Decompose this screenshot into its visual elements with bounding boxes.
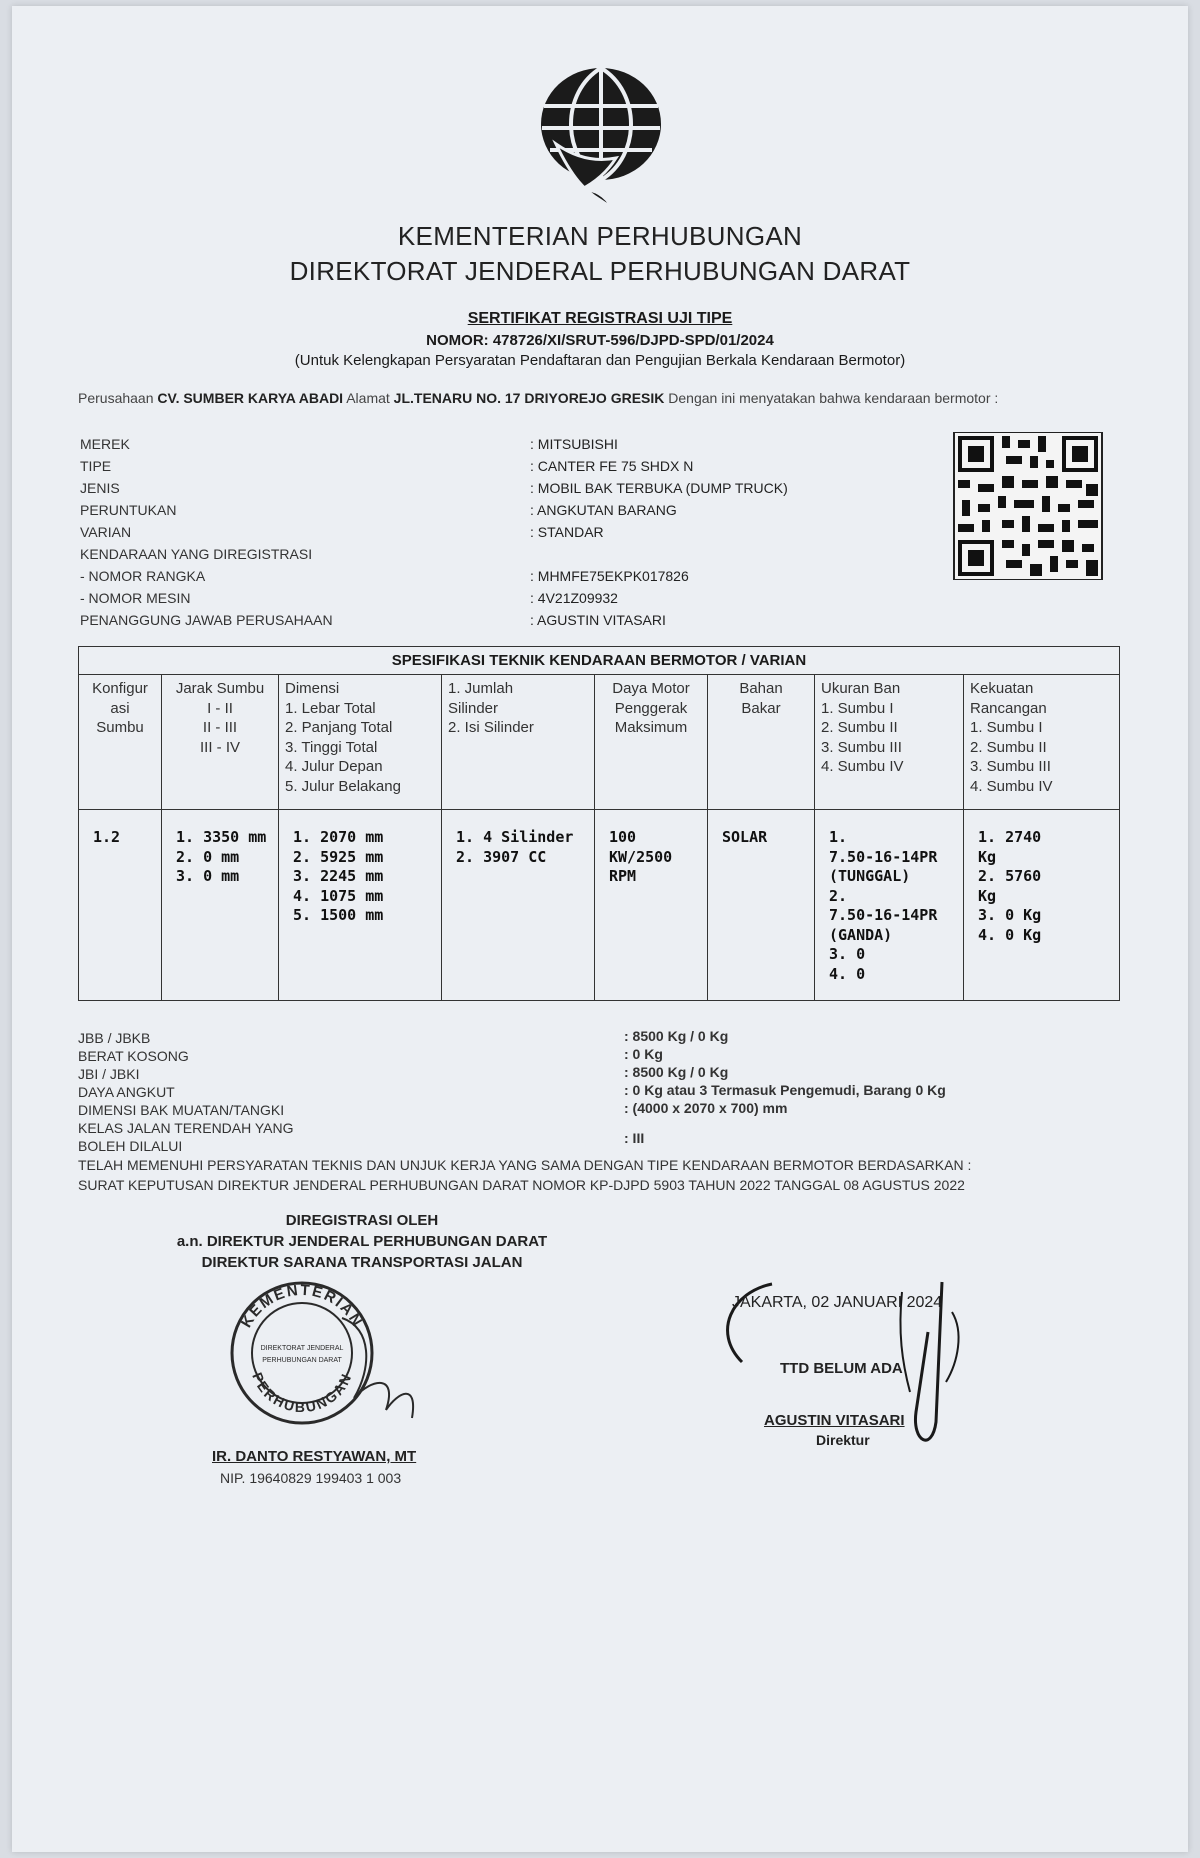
certificate-page <box>12 6 1188 1852</box>
on-behalf-of: a.n. DIREKTUR JENDERAL PERHUBUNGAN DARAT <box>176 1233 548 1250</box>
weight-value: : III <box>624 1130 645 1146</box>
director-title: DIREKTUR SARANA TRANSPORTASI JALAN <box>201 1254 523 1271</box>
field-value: : AGUSTIN VITASARI <box>530 612 666 628</box>
value-cell: 1. 2740 Kg 2. 5760 Kg 3. 0 Kg 4. 0 Kg <box>964 810 1120 1001</box>
ministry-title: KEMENTERIAN PERHUBUNGAN <box>397 221 803 251</box>
spec-header-row <box>79 675 1120 810</box>
signatory-name: IR. DANTO RESTYAWAN, MT <box>212 1448 417 1465</box>
certificate-number: NOMOR: 478726/XI/SRUT-596/DJPD-SPD/01/2024 <box>426 332 774 349</box>
ministry-globe-logo-icon <box>536 62 666 212</box>
spec-value-row <box>79 810 1120 1001</box>
header-cell: Kekuatan Rancangan 1. Sumbu I 2. Sumbu II 3. Sumbu III 4. Sumbu IV <box>964 675 1120 810</box>
field-value: : CANTER FE 75 SHDX N <box>530 458 694 474</box>
weight-value: : 8500 Kg / 0 Kg <box>624 1064 729 1080</box>
svg-text:PERHUBUNGAN <box>249 1370 355 1415</box>
stamp-inner-text: PERHUBUNGAN DARAT <box>262 1357 342 1364</box>
field-label: VARIAN <box>80 524 132 540</box>
field-value: : MOBIL BAK TERBUKA (DUMP TRUCK) <box>530 480 788 496</box>
company-name: CV. SUMBER KARYA ABADI <box>157 390 344 406</box>
field-label: KENDARAAN YANG DIREGISTRASI <box>80 546 313 562</box>
header-cell: Jarak Sumbu I - II II - III III - IV <box>162 675 279 810</box>
weight-label: JBB / JBKB <box>78 1030 151 1046</box>
right-signatory-name: AGUSTIN VITASARI <box>764 1412 905 1429</box>
weight-label: BOLEH DILALUI <box>78 1138 183 1154</box>
value-cell: 1. 3350 mm 2. 0 mm 3. 0 mm <box>162 810 279 1001</box>
field-value: : STANDAR <box>530 524 604 540</box>
weight-value: : (4000 x 2070 x 700) mm <box>624 1100 788 1116</box>
field-value: : MITSUBISHI <box>530 436 618 452</box>
statement-line: TELAH MEMENUHI PERSYARATAN TEKNIS DAN UNJUK KERJA YANG SAMA DENGAN TIPE KENDARAAN BERMOTOR BERDASARKAN : <box>78 1157 972 1173</box>
weight-label: DIMENSI BAK MUATAN/TANGKI <box>78 1102 285 1118</box>
field-label: PERUNTUKAN <box>80 502 177 518</box>
weight-label: BERAT KOSONG <box>78 1048 189 1064</box>
weight-value: : 0 Kg <box>624 1046 663 1062</box>
header-cell: Dimensi 1. Lebar Total 2. Panjang Total 3. Tinggi Total 4. Julur Depan 5. Julur Belakang <box>279 675 442 810</box>
official-stamp <box>222 1278 438 1428</box>
field-value: : ANGKUTAN BARANG <box>530 502 677 518</box>
signatory-nip: NIP. 19640829 199403 1 003 <box>220 1470 402 1486</box>
value-cell: 1.2 <box>79 810 162 1001</box>
intro-paragraph: Perusahaan CV. SUMBER KARYA ABADI Alamat JL.TENARU NO. 17 DRIYOREJO GRESIK Dengan ini menyatakan bahwa kendaraan bermotor : <box>78 390 999 406</box>
stamp-inner-text: DIREKTORAT JENDERAL <box>260 1345 344 1352</box>
field-label: JENIS <box>80 480 120 496</box>
field-value: : MHMFE75EKPK017826 <box>530 568 689 584</box>
value-cell: SOLAR <box>708 810 815 1001</box>
spec-table <box>78 646 1120 1001</box>
value-cell: 1. 4 Silinder 2. 3907 CC <box>442 810 595 1001</box>
field-label: TIPE <box>80 458 112 474</box>
statement-line: SURAT KEPUTUSAN DIREKTUR JENDERAL PERHUBUNGAN DARAT NOMOR KP-DJPD 5903 TAHUN 2022 TANGGAL 08 AGUSTUS 2022 <box>78 1177 965 1193</box>
header-cell: Ukuran Ban 1. Sumbu I 2. Sumbu II 3. Sumbu III 4. Sumbu IV <box>815 675 964 810</box>
weight-label: KELAS JALAN TERENDAH YANG <box>78 1120 294 1136</box>
spec-table-caption: SPESIFIKASI TEKNIK KENDARAAN BERMOTOR / VARIAN <box>79 647 1120 675</box>
company-address: JL.TENARU NO. 17 DRIYOREJO GRESIK <box>393 390 665 406</box>
header-cell: Konfigur asi Sumbu <box>79 675 162 810</box>
field-label: - NOMOR RANGKA <box>80 568 206 584</box>
certificate-subtitle: (Untuk Kelengkapan Persyaratan Pendaftaran dan Pengujian Berkala Kendaraan Bermotor) <box>294 352 906 369</box>
directorate-title: DIREKTORAT JENDERAL PERHUBUNGAN DARAT <box>289 256 911 286</box>
header-cell: Bahan Bakar <box>708 675 815 810</box>
field-label: - NOMOR MESIN <box>80 590 191 606</box>
weight-value: : 0 Kg atau 3 Termasuk Pengemudi, Barang 0 Kg <box>624 1082 946 1098</box>
header-cell: Daya Motor Penggerak Maksimum <box>595 675 708 810</box>
value-cell: 1. 2070 mm 2. 5925 mm 3. 2245 mm 4. 1075 mm 5. 1500 mm <box>279 810 442 1001</box>
signature-note: TTD BELUM ADA <box>780 1360 903 1377</box>
value-cell: 1. 7.50-16-14PR (TUNGGAL) 2. 7.50-16-14PR (GANDA) 3. 0 4. 0 <box>815 810 964 1001</box>
value-cell: 100 KW/2500 RPM <box>595 810 708 1001</box>
registered-by: DIREGISTRASI OLEH <box>285 1212 439 1229</box>
field-label: MEREK <box>80 436 130 452</box>
certificate-title: SERTIFIKAT REGISTRASI UJI TIPE <box>467 310 733 327</box>
weight-label: JBI / JBKI <box>78 1066 140 1082</box>
field-label: PENANGGUNG JAWAB PERUSAHAAN <box>80 612 333 628</box>
place-date: JAKARTA, 02 JANUARI 2024 <box>732 1294 943 1311</box>
weight-label: DAYA ANGKUT <box>78 1084 175 1100</box>
field-value: : 4V21Z09932 <box>530 590 618 606</box>
stamp-bottom-text: PERHUBUNGAN <box>249 1369 355 1416</box>
svg-text:KEMENTERIAN <box>238 1282 366 1331</box>
qr-code-icon <box>952 432 1104 580</box>
right-signatory-role: Direktur <box>816 1432 870 1448</box>
header-cell: 1. Jumlah Silinder 2. Isi Silinder <box>442 675 595 810</box>
stamp-top-text: KEMENTERIAN <box>237 1281 367 1331</box>
weight-value: : 8500 Kg / 0 Kg <box>624 1028 729 1044</box>
